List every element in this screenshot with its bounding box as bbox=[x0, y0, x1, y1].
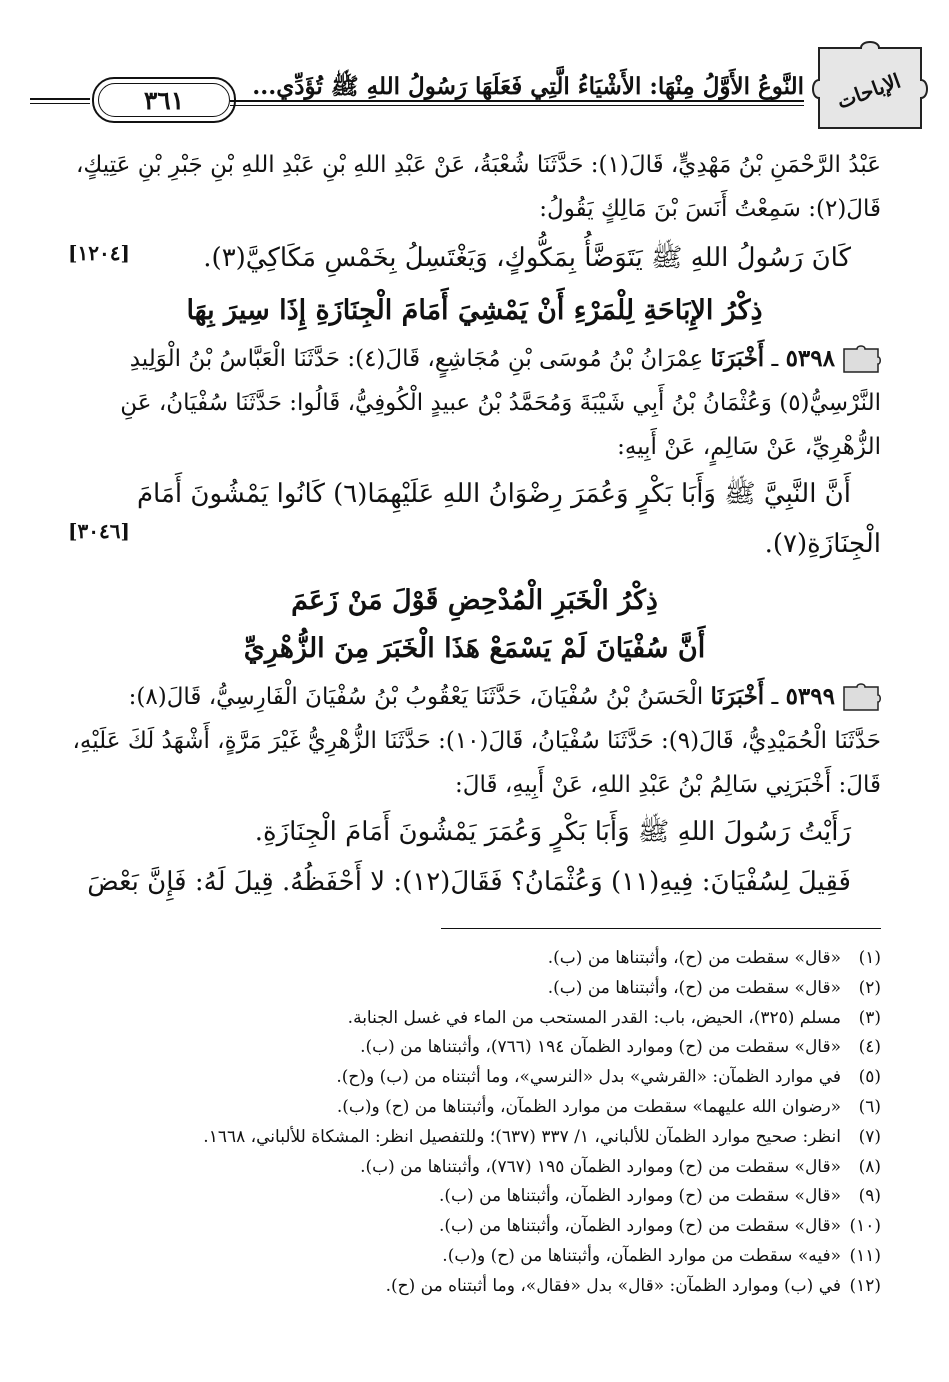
footnote-text: انظر: صحيح موارد الظمآن للألباني، ١/ ٣٣٧ (٦٣٧)؛ وللتفصيل انظر: المشكاة للألباني، ١٦٦٨. bbox=[203, 1126, 841, 1147]
footnote-text: «قال» سقطت من (ح)، وأثبتناها من (ب). bbox=[547, 977, 841, 998]
footnotes bbox=[60, 944, 881, 1302]
footnote-item bbox=[60, 1004, 881, 1034]
footnote-number: (١) bbox=[858, 948, 881, 968]
footnote-item bbox=[60, 1272, 881, 1302]
footnote-number: (١١) bbox=[849, 1245, 881, 1266]
text-line: الزُّهْرِيِّ، عَنْ سَالِمٍ، عَنْ أَبِيهِ: bbox=[617, 434, 881, 460]
section-heading: ذِكْرُ الْخَبَرِ الْمُدْحِضِ قَوْلَ مَنْ زَعَمَ bbox=[291, 585, 658, 616]
footnote-text: «رضوان الله عليهما» سقطت من موارد الظمآن، وأثبتناها من (ح) و(ب). bbox=[336, 1096, 841, 1117]
hadith-5398-line1: ٥٣٩٨ ـ أَخْبَرَنَا عِمْرَانُ بْنُ مُوسَى بْنِ مُجَاشِعٍ، قَالَ(٤): حَدَّثَنَا الْعَبَّاسُ بْنُ الْوَلِيدِ bbox=[68, 337, 881, 381]
footnote-item bbox=[60, 1063, 881, 1093]
text-line: قَالَ: أَخْبَرَنِي سَالِمُ بْنُ عَبْدِ اللهِ، عَنْ أَبِيهِ، قَالَ: bbox=[455, 772, 881, 798]
akhbarana-label: أَخْبَرَنَا bbox=[710, 345, 765, 372]
hadith-number: ٥٣٩٩ bbox=[785, 683, 835, 710]
footnote-number: (٣) bbox=[858, 1007, 881, 1028]
reference-number: [١٢٠٤] bbox=[68, 241, 130, 265]
footnote-number: (٧) bbox=[858, 1126, 881, 1147]
page-header bbox=[30, 40, 929, 135]
hadith-text: الْجِنَازَةِ(٧). bbox=[764, 529, 881, 559]
footnote-number: (٩) bbox=[858, 1186, 881, 1207]
footnote-item bbox=[60, 1242, 881, 1272]
main-text bbox=[68, 143, 881, 907]
text-line: عِمْرَانُ بْنُ مُوسَى بْنِ مُجَاشِعٍ، قَالَ(٤): حَدَّثَنَا الْعَبَّاسُ بْنُ الْوَلِيدِ bbox=[129, 346, 704, 372]
footnote-text: «قال» سقطت من (ح) وموارد الظمآن ١٩٤ (٧٦٦)، وأثبتناها من (ب). bbox=[360, 1037, 841, 1058]
page-number-frame bbox=[92, 77, 236, 123]
text-line: قَالَ(٢): سَمِعْتُ أَنَسَ بْنَ مَالِكٍ يَقُولُ: bbox=[539, 196, 881, 222]
footnote-number: (١٢) bbox=[849, 1275, 881, 1296]
emblem-text: الإباحات bbox=[833, 68, 904, 114]
hadith-text: أَنَّ النَّبِيَّ ﷺ وَأَبَا بَكْرٍ وَعُمَرَ رِضْوَانُ اللهِ عَلَيْهِمَا(٦) كَانُوا يَمْشُونَ أَمَامَ bbox=[136, 479, 851, 509]
footnote-number: (٢) bbox=[858, 977, 881, 998]
footnote-text: «قال» سقطت من (ح)، وأثبتناها من (ب). bbox=[547, 948, 841, 968]
footnote-number: (٨) bbox=[858, 1156, 881, 1177]
reference-number: [٣٠٤٦] bbox=[68, 519, 130, 543]
text-line: النَّرْسِيُّ(٥) وَعُثْمَانُ بْنُ أَبِي شَيْبَةَ وَمُحَمَّدُ بْنُ عبيدٍ الْكُوفِيُّ، قَالُوا: حَدَّثَنَا سُفْيَانُ، عَنِ bbox=[120, 390, 881, 416]
footnote-item bbox=[60, 1123, 881, 1153]
header-rule bbox=[230, 100, 804, 106]
akhbarana-label: أَخْبَرَنَا bbox=[710, 683, 765, 710]
footnote-rule bbox=[441, 928, 881, 929]
hadith-text: فَقِيلَ لِسُفْيَانَ: فِيهِ(١١) وَعُثْمَانُ؟ فَقَالَ(١٢): لا أَحْفَظُهُ. قِيلَ لَهُ: فَإِنَّ بَعْضَ bbox=[87, 867, 851, 897]
footnote-item bbox=[60, 974, 881, 1004]
footnote-text: «قال» سقطت من (ح) وموارد الظمآن، وأثبتناها من (ب). bbox=[439, 1216, 841, 1237]
puzzle-marker-icon bbox=[841, 683, 881, 713]
text-line: حَدَّثَنَا الْحُمَيْدِيُّ، قَالَ(٩): حَدَّثَنَا سُفْيَانُ، قَالَ(١٠): حَدَّثَنَا الزُّهْرِيُّ غَيْرَ مَرَّةٍ، أَشْهَدُ لَكَ عَلَيْهِ، bbox=[72, 728, 881, 754]
footnote-number: (٦) bbox=[858, 1096, 881, 1117]
footnote-text: «قال» سقطت من (ح) وموارد الظمآن، وأثبتناها من (ب). bbox=[439, 1186, 841, 1207]
footnote-item bbox=[60, 1033, 881, 1063]
hadith-number: ٥٣٩٨ bbox=[785, 345, 835, 372]
footnote-text: مسلم (٣٢٥)، الحيض، باب: القدر المستحب من الماء في غسل الجنابة. bbox=[347, 1007, 841, 1028]
footnote-item bbox=[60, 1093, 881, 1123]
section-heading: ذِكْرُ الإِبَاحَةِ لِلْمَرْءِ أَنْ يَمْشِيَ أَمَامَ الْجِنَازَةِ إِذَا سِيرَ بِهَا bbox=[186, 295, 763, 326]
running-head-title: النَّوعُ الأَوَّلُ مِنْهَا: الأَشْيَاءُ الَّتِي فَعَلَهَا رَسُولُ اللهِ ﷺ تُؤَدِّي... bbox=[252, 73, 804, 100]
section-heading: أَنَّ سُفْيَانَ لَمْ يَسْمَعْ هَذَا الْخَبَرَ مِنَ الزُّهْرِيِّ bbox=[243, 633, 706, 664]
puzzle-marker-icon bbox=[841, 345, 881, 375]
text-line: الْحَسَنُ بْنُ سُفْيَانَ، حَدَّثَنَا يَعْقُوبُ بْنُ سُفْيَانَ الْفَارِسِيُّ، قَالَ(٨): bbox=[128, 684, 704, 710]
puzzle-emblem-icon bbox=[811, 40, 929, 135]
footnote-item bbox=[60, 1153, 881, 1183]
footnote-text: «فيه» سقطت من موارد الظمآن، وأثبتناها من (ح) و(ب). bbox=[442, 1245, 841, 1266]
page-number: ٣٦١ bbox=[143, 85, 185, 115]
header-left-rule bbox=[30, 98, 90, 104]
footnote-item bbox=[60, 1212, 881, 1242]
hadith-text: كَانَ رَسُولُ اللهِ ﷺ يَتَوَضَّأُ بِمَكُّوكٍ، وَيَغْتَسِلُ بِخَمْسِ مَكَاكِيَّ(٣). bbox=[203, 243, 851, 273]
footnote-text: في موارد الظمآن: «القرشي» بدل «النرسي»، وما أثبتناه من (ب) و(ح). bbox=[336, 1067, 841, 1088]
footnote-number: (٥) bbox=[858, 1067, 881, 1088]
hadith-5399-line1: ٥٣٩٩ ـ أَخْبَرَنَا الْحَسَنُ بْنُ سُفْيَانَ، حَدَّثَنَا يَعْقُوبُ بْنُ سُفْيَانَ الْفَارِسِيُّ، قَالَ(٨): bbox=[68, 675, 881, 719]
footnote-item bbox=[60, 1182, 881, 1212]
footnote-text: «قال» سقطت من (ح) وموارد الظمآن ١٩٥ (٧٦٧)، وأثبتناها من (ب). bbox=[360, 1156, 841, 1177]
footnote-item bbox=[60, 944, 881, 974]
footnote-number: (٤) bbox=[858, 1037, 881, 1058]
hadith-text: رَأَيْتُ رَسُولَ اللهِ ﷺ وَأَبَا بَكْرٍ وَعُمَرَ يَمْشُونَ أَمَامَ الْجِنَازَةِ. bbox=[254, 817, 851, 847]
text-line: عَبْدُ الرَّحْمَنِ بْنُ مَهْدِيٍّ، قَالَ(١): حَدَّثَنَا شُعْبَةُ، عَنْ عَبْدِ اللهِ بْنِ عَبْدِ اللهِ بْنِ جَبْرِ بْنِ عَتِيكٍ، bbox=[75, 152, 881, 178]
footnote-number: (١٠) bbox=[849, 1216, 881, 1237]
footnote-text: في (ب) وموارد الظمآن: «قال» بدل «فقال»، وما أثبتناه من (ح). bbox=[385, 1275, 841, 1296]
